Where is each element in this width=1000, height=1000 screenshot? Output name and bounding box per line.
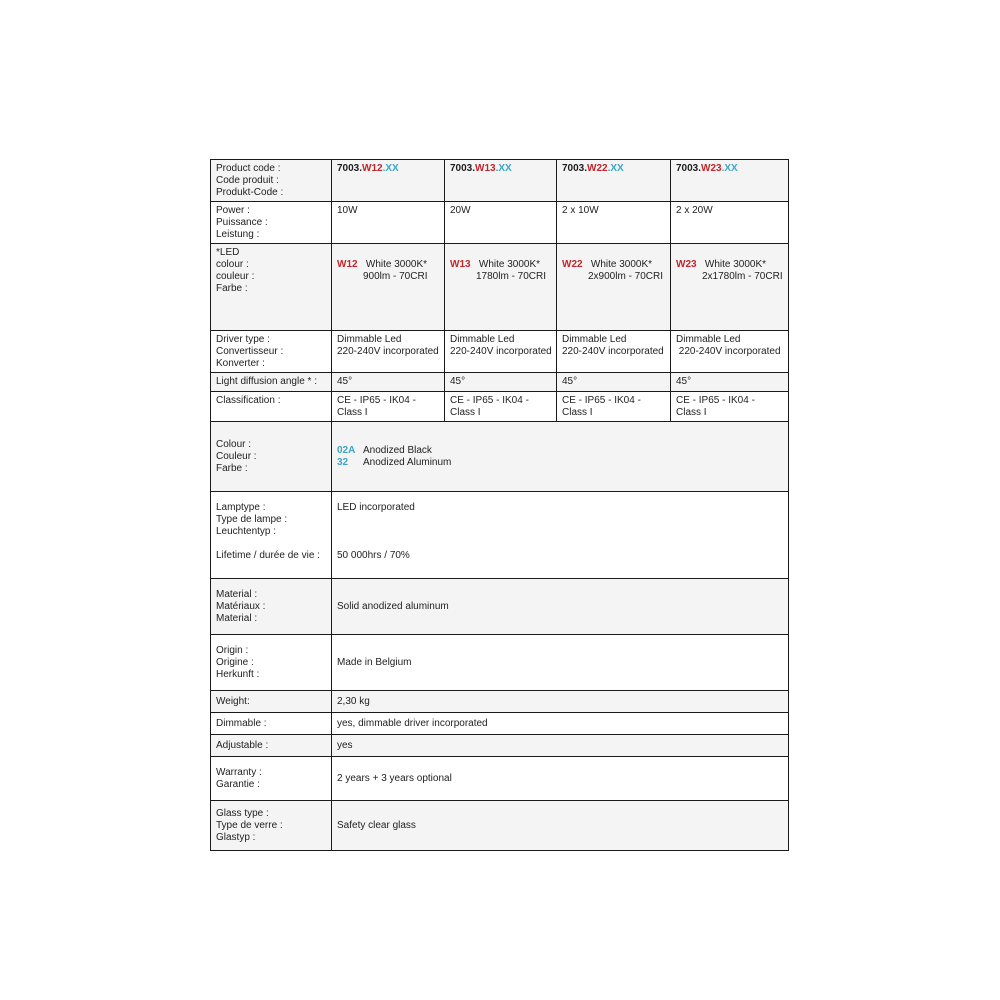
lifetime-value: 50 000hrs / 70% — [337, 550, 410, 561]
label-fr: Convertisseur : — [216, 346, 284, 357]
code-variant: W22 — [587, 163, 608, 174]
label-en: Product code : — [216, 163, 281, 174]
label-en: Origin : — [216, 645, 249, 656]
label-en: colour : — [216, 259, 249, 270]
label-cell: Classification : — [211, 392, 332, 422]
classification-value — [332, 392, 445, 422]
classification-value — [671, 392, 789, 422]
row-glass-type — [211, 801, 789, 851]
row-colour — [211, 422, 789, 492]
label-fr: couleur : — [216, 271, 255, 282]
power-value: 20W — [445, 202, 557, 244]
label-en: Glass type : — [216, 808, 269, 819]
code-variant: W23 — [701, 163, 722, 174]
colour-code: 32 — [337, 457, 349, 468]
classification-value — [445, 392, 557, 422]
angle-value: 45° — [332, 373, 445, 392]
driver-line2: 220-240V incorporated — [562, 346, 664, 357]
row-adjustable — [211, 735, 789, 757]
material-value: Solid anodized aluminum — [332, 579, 789, 635]
label-cell: Light diffusion angle * : — [211, 373, 332, 392]
label-de: Farbe : — [216, 463, 248, 474]
angle-value: 45° — [557, 373, 671, 392]
lamptype-value: LED incorporated — [337, 502, 415, 513]
label-cell — [211, 801, 332, 851]
power-value: 10W — [332, 202, 445, 244]
angle-value: 45° — [445, 373, 557, 392]
led-colour-value — [332, 244, 445, 331]
product-code-w12 — [332, 160, 445, 202]
colour-name: Anodized Black — [363, 445, 432, 456]
colour-name: Anodized Aluminum — [363, 457, 452, 468]
label-de: Produkt-Code : — [216, 187, 284, 198]
label-fr: Code produit : — [216, 175, 279, 186]
code-suffix: .XX — [607, 163, 624, 174]
row-power — [211, 202, 789, 244]
led-colour-value — [557, 244, 671, 331]
code-suffix: .XX — [721, 163, 738, 174]
label-en: Lamptype : — [216, 502, 266, 513]
driver-value — [445, 331, 557, 373]
code-variant: W12 — [362, 163, 383, 174]
driver-value — [332, 331, 445, 373]
classification-value — [557, 392, 671, 422]
label-cell: Dimmable : — [211, 713, 332, 735]
row-driver-type — [211, 331, 789, 373]
led-spec-line1: White 3000K* — [478, 259, 541, 270]
label-de: Leuchtentyp : — [216, 526, 277, 537]
code-suffix: .XX — [495, 163, 512, 174]
label-en: Power : — [216, 205, 250, 216]
lamptype-value-cell — [332, 492, 789, 579]
driver-line2: 220-240V incorporated — [337, 346, 439, 357]
driver-line1: Dimmable Led — [450, 334, 515, 345]
variant-code: W12 — [337, 259, 358, 270]
led-spec-line1: White 3000K* — [365, 259, 428, 270]
led-spec-line2: 900lm - 70CRI — [363, 271, 428, 282]
label-fr: Origine : — [216, 657, 254, 668]
variant-code: W23 — [676, 259, 697, 270]
spec-table — [210, 159, 789, 851]
row-weight — [211, 691, 789, 713]
code-variant: W13 — [475, 163, 496, 174]
row-classification — [211, 392, 789, 422]
label-cell — [211, 635, 332, 691]
row-led-colour — [211, 244, 789, 331]
classification-line2: Class I — [562, 407, 593, 418]
driver-line2: 220-240V incorporated — [450, 346, 552, 357]
label-en: Material : — [216, 589, 258, 600]
colour-code: 02A — [337, 445, 356, 456]
classification-line2: Class I — [450, 407, 481, 418]
label-cell — [211, 422, 332, 492]
code-prefix: 7003. — [676, 163, 702, 174]
label-en: Driver type : — [216, 334, 270, 345]
driver-line1: Dimmable Led — [676, 334, 741, 345]
origin-value: Made in Belgium — [332, 635, 789, 691]
label-cell — [211, 244, 332, 331]
led-colour-value — [445, 244, 557, 331]
label-de: Material : — [216, 613, 258, 624]
label-de: Glastyp : — [216, 832, 256, 843]
glass-value: Safety clear glass — [332, 801, 789, 851]
driver-line1: Dimmable Led — [562, 334, 627, 345]
classification-line2: Class I — [676, 407, 707, 418]
driver-line1: Dimmable Led — [337, 334, 402, 345]
colour-option — [337, 457, 784, 469]
classification-line1: CE - IP65 - IK04 - — [450, 395, 529, 406]
colour-option — [337, 445, 784, 457]
driver-value — [671, 331, 789, 373]
label-en: Colour : — [216, 439, 252, 450]
lifetime-label: Lifetime / durée de vie : — [216, 550, 320, 561]
label-cell — [211, 160, 332, 202]
variant-code: W13 — [450, 259, 471, 270]
colour-options — [332, 422, 789, 492]
driver-value — [557, 331, 671, 373]
label-cell — [211, 331, 332, 373]
led-colour-value — [671, 244, 789, 331]
label-fr: Type de verre : — [216, 820, 283, 831]
classification-line1: CE - IP65 - IK04 - — [562, 395, 641, 406]
label-de: Leistung : — [216, 229, 260, 240]
label-cell — [211, 757, 332, 801]
led-spec-line1: White 3000K* — [704, 259, 767, 270]
angle-value: 45° — [671, 373, 789, 392]
variant-code: W22 — [562, 259, 583, 270]
code-prefix: 7003. — [450, 163, 476, 174]
code-prefix: 7003. — [562, 163, 588, 174]
weight-value: 2,30 kg — [332, 691, 789, 713]
row-warranty — [211, 757, 789, 801]
classification-line2: Class I — [337, 407, 368, 418]
row-light-diffusion-angle — [211, 373, 789, 392]
label-en: Warranty : — [216, 767, 262, 778]
led-spec-line2: 2x900lm - 70CRI — [588, 271, 664, 282]
label-fr: Couleur : — [216, 451, 257, 462]
row-product-code — [211, 160, 789, 202]
label-fr: Puissance : — [216, 217, 268, 228]
driver-line2: 220-240V incorporated — [676, 346, 781, 357]
dimmable-value: yes, dimmable driver incorporated — [332, 713, 789, 735]
row-lamptype — [211, 492, 789, 579]
row-dimmable — [211, 713, 789, 735]
label-fr: Matériaux : — [216, 601, 266, 612]
label-led: *LED — [216, 247, 240, 258]
label-de: Konverter : — [216, 358, 265, 369]
row-material — [211, 579, 789, 635]
label-cell — [211, 202, 332, 244]
power-value: 2 x 10W — [557, 202, 671, 244]
product-code-w23 — [671, 160, 789, 202]
code-prefix: 7003. — [337, 163, 363, 174]
product-code-w13 — [445, 160, 557, 202]
label-cell: Adjustable : — [211, 735, 332, 757]
label-cell — [211, 492, 332, 579]
led-spec-line1: White 3000K* — [590, 259, 653, 270]
adjustable-value: yes — [332, 735, 789, 757]
label-cell — [211, 579, 332, 635]
warranty-value: 2 years + 3 years optional — [332, 757, 789, 801]
code-suffix: .XX — [382, 163, 399, 174]
classification-line1: CE - IP65 - IK04 - — [676, 395, 755, 406]
classification-line1: CE - IP65 - IK04 - — [337, 395, 416, 406]
row-origin — [211, 635, 789, 691]
label-fr: Garantie : — [216, 779, 260, 790]
product-code-w22 — [557, 160, 671, 202]
led-spec-line2: 1780lm - 70CRI — [476, 271, 547, 282]
label-de: Herkunft : — [216, 669, 260, 680]
power-value: 2 x 20W — [671, 202, 789, 244]
led-spec-line2: 2x1780lm - 70CRI — [702, 271, 783, 282]
label-cell: Weight: — [211, 691, 332, 713]
label-de: Farbe : — [216, 283, 248, 294]
label-fr: Type de lampe : — [216, 514, 288, 525]
